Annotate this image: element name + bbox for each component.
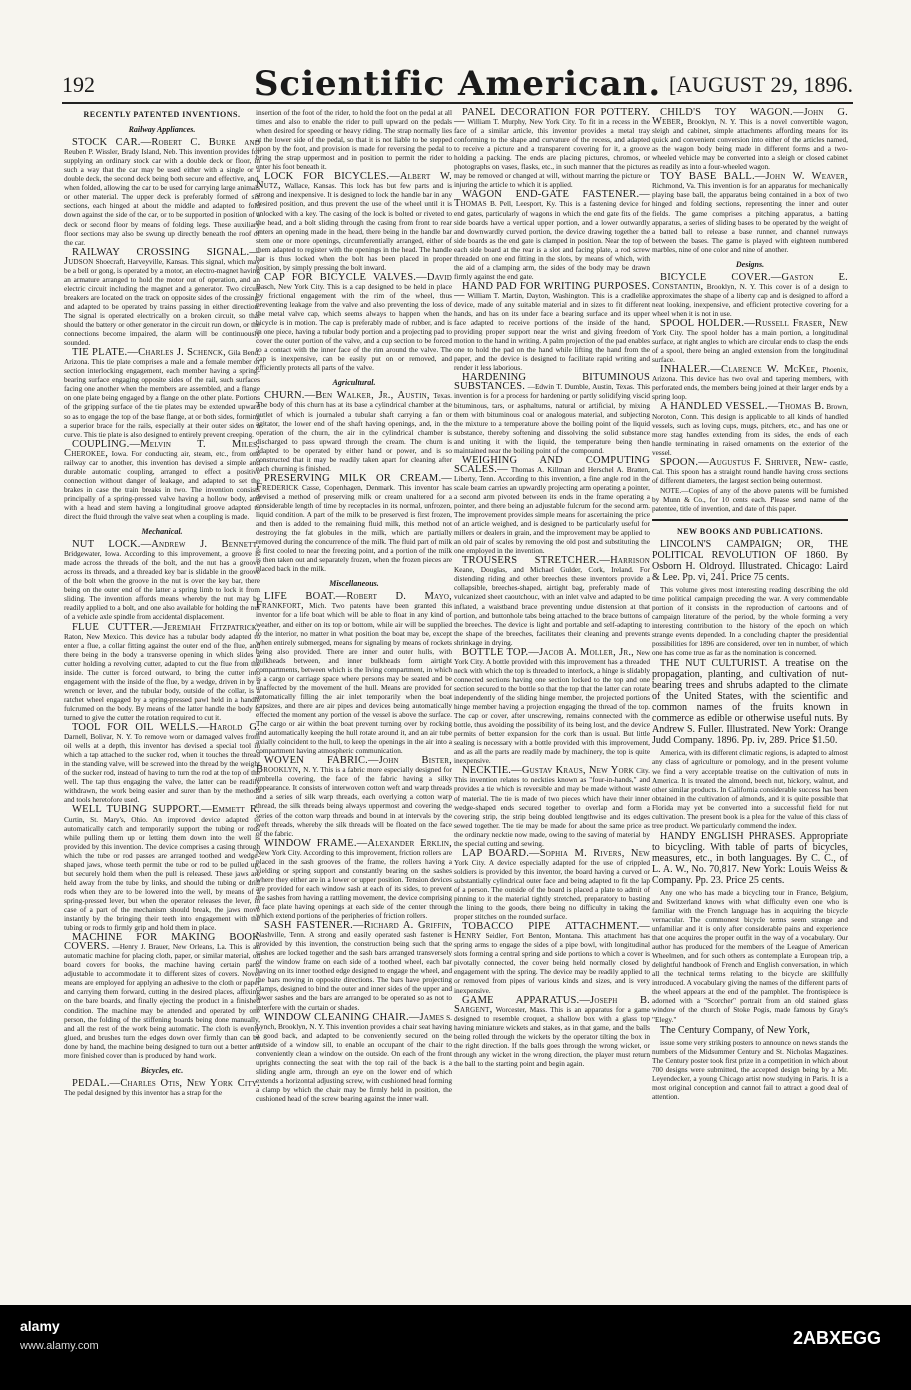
entry-coupling: COUPLING.—Melvin T. Miles, Cherokee, Iowa. For conducting air, steam, etc., from one railway car to another, this invention has devised a simple and durable automatic coupling, arranged to effect a positive connection without danger of leakage, and adapted to set the brakes in case the train breaks in two. The invention consists principally of a spring-pressed valve having a hollow body, and with a head and stem having a longitudinal groove adapted to direct the fluid through the valve seat when a coupling is made. [64,438,260,522]
entry-sash-fastener: SASH FASTENER.—Richard A. Griffin, Nashville, Tenn. A strong and easily operated sash fastener is provided by this invention, the construction being such that the sashes are locked together and the sash bars arranged transversely of the window frame on each side of a toothed wheel, each bar having on its inner toothed edge designed to engage the wheel, and the bars moving in opposite directions. The bars have projecting clamps, designed to bind the outer and inner sides of the upper and lower sashes and the bars are arranged to be operated so as not to interfere with the curtain or shades. [256,920,452,1012]
entry-pedal: PEDAL.—Charles Otis, New York City. The pedal designed by this inventor has a strap for the [64,1077,260,1097]
entry-handled-vessel: A HANDLED VESSEL.—Thomas B. Brown, Noroton, Conn. This design is applicable to all kinds of handled vessels, such as loving cups, mugs, pitchers, etc., and has one or more stag handles extending from its sides, the ends of each handle terminating in raised ornaments on the exterior of the vessel. [652,401,848,457]
entry-panel-decoration: PANEL DECORATION FOR POTTERY.— William T. Murphy, New York City. To fit in a recess in the face of a similar article, this inventor provides a metal tray conforming to the shape and curvature of the recess, and adapted to receive a picture and a transparent covering for it, a groove holding a packing. The ends are placing pictures, chromos, or photographs on vases, flasks, etc., in such manner that the pictures may be removed or changed at will, without marring the picture or injuring the article to which it is applied. [454,107,650,190]
entry-toy-wagon: CHILD'S TOY WAGON.—John G. Weber, Brooklyn, N. Y. This is a novel convertible wagon, sleigh and cabinet, simple attachments affording means for its quick and convenient conversion into either of the articles named, as the wagon body being made in different forms and a two-wheeled vehicle may be converted into a sleigh or closed cabinet as readily as into a four-wheeled wagon. [652,107,849,172]
column-1 [64,108,260,1098]
entry-cap-for-bicycle-valves: CAP FOR BICYCLE VALVES.—David Basch, New York City. This is a cap designed to be held in place by frictional engagement with the rim of the wheel, thus preventing leakage from the valve and also preventing the loss of the metal valve cap, which seems always to happen when the bicycle is in motion. The cap is preferably made of rubber, and is in one piece, having a tubular body portion and a projecting pad to cover the outer portion of the valve, and a cup section to be forced to a contact with the inner face of the rim around the valve. The cap is inexpensive, can be easily put on or removed, and efficiently protects all parts of the valve. [256,271,452,373]
entry-woven-fabric: WOVEN FABRIC.—John Bister, Brooklyn, N. Y. This is a fabric more especially designed for umbrella covering, the face of the fabric having a silky appearance. It consists of interwoven cotton weft and warp threads and a series of silk warp threads, each overlying a cotton warp thread, the silk threads being always uppermost and covering the series of the cotton warp threads and bound in at intervals by the weft threads, whereby the silk threads will be floated on the face of the fabric. [256,755,452,838]
entry-flue-cutter: FLUE CUTTER.—Jeremiah Fitzpatrick, Raton, New Mexico. This device has a tubular body adapted to enter a flue, a collar fitting against the outer end of the flue, and there being in the body a transverse opening in which slides a cutter holding a revolving cutter, adapted to cut the flue from the inside. The cutter is forced outward, to bring the cutter into engagement with the inside of the flue, by a wedge, driven in by a wrench or lever, and the tubular body, outside of the collar, is a ratchet wheel engaged by a spring-pressed pawl held in a handle fulcrumed on the body. By means of the latter handle the body is turned to give the cutter the rotation required to cut it. [64,621,260,722]
book-review-handy-english-phrases: Any one who has made a bicycling tour in France, Belgium, and Switzerland knows with what difficulty even one who is familiar with the French language has in acquiring the bicycle vernacular. The commonest bicycle terms seem strange and unfamiliar and it is only after considerable pains and experience that one acquires the proper outfit in the way of a vocabulary. Our author has produced for the members of the League of American Wheelmen, and for such others as contemplate a European trip, a delightful handbook of French and English conversation, in which all the technical terms relating to the bicycle are skillfully introduced. A vocabulary giving the names of the different parts of the wheel appears at the end of the pamphlet. The frontispiece is adorned with a "Scorcher" portrait from an old stained glass window of the church of Stoke Pogis, made famous by Gray's "Elegy." [652,887,848,1024]
entry-preserving-milk: PRESERVING MILK OR CREAM.—Frederick Casse, Copenhagen, Denmark. This inventor has devised a method of preserving milk or cream unaltered for a considerable length of time by receptacles in its normal, unfrozen, liquid condition. A part of the milk to be preserved is first frozen, and then is added to the remaining fluid milk, this method not destroying the fat globules in the milk, which are partially removed during the concurrence of the milk. The fluid part of milk is first cooled to near the freezing point, and a portion of the milk is then taken out and separately frozen, when the frozen pieces are placed back in the milk. [256,472,452,574]
entry-book-covers-machine: MACHINE FOR MAKING BOOK COVERS. —Henry J. Brauer, New Orleans, La. This is an automatic machine for placing cloth, paper, or similar material, on board covers for books, the machine having certain parts adjustable to accommodate it to different sizes of covers. Novel means are employed for applying an adhesive to the cloth or paper and carrying them forward, cutting in the desired places, affixing on the bare boards, and finally ejecting the product in a finished condition. The machine may be attended and operated by one person, the folding of the stiffening boards being done manually, and all the rest of the work being automatic. The cloth is evenly glued, and brushes turn the edges down over firmly than can be done by hand, the machine being designed to turn out a better and more finished cover than is produced by hand work. [64,932,260,1060]
book-title-nut-culturist: THE NUT CULTURIST. A treatise on the propagation, planting, and cultivation of nut-bearing trees and shrubs adapted to the climate of the United States, with the scientific and common names of the fruits known in commerce as edible or otherwise useful nuts. By Andrew S. Fuller. Illustrated. New York: Orange Judd Company. 1896. Pp. iv, 289. Price $1.50. [652,658,848,747]
entry-nut-lock: NUT LOCK.—Andrew J. Bennett, Bridgewater, Iowa. According to this improvement, a groove is made across the threads of the bolt, and the nut has a groove across its threads, and a threaded key bar is slidable in the groove of the bolt when the groove in the nut is over the key bar, there being on the outer end of the latter a spring limb to lock it from sliding. The invention affords means whereby the nut may be readily applied to a bolt, and one also available for holding the nut of a vehicle axle spindle from accidental displacement. [64,539,260,622]
subsection-designs: Designs. [735,259,765,269]
column-2 [256,108,452,1104]
entry-toy-base-ball: TOY BASE BALL.—John W. Weaver, Richmond, Va. This invention is for an apparatus for mechanically playing base ball, the apparatus being contained in a box of two hinged and folding sections, representing the inner and outer fields. The game comprises a pitching apparatus, a batting apparatus, a series of sliding bases to be operated by the weight of a batted ball to release a base runner, and channel runways between the bases. The game is played with eighteen numbered marbles, nine of one color and nine of another. [652,171,848,254]
entry-weighing-scales: WEIGHING AND COMPUTING SCALES.— Thomas A. Killman and Herschel A. Bratten, Liberty, Tenn. According to this invention, a fine angle rod in the scale beam carries an upwardly projecting arm operating a pointer, a second arm pivoted between its ends in the frame operating a pointer, and there being an adjustable fulcrum for the second arm. The improvement provides simple means for ascertaining the price of an article weighed, and is designed to be particularly useful for millers or dealers in grain, and the improvement may be applied to an old pair of scales by removing the old post and substituting the one employed in the invention. [454,454,650,556]
entry-game-apparatus: GAME APPARATUS.—Joseph B. Sargent, Worcester, Mass. This is an apparatus for a game designed to resemble croquet, a shallow box with a glass top having miniature wickets and stakes, as in that game, and the balls being rolled through the wickets by the operator tilting the box in the right direction. If the balls goes through the wrong wicket, or through any wicket in the wrong direction, the player must return the ball to the starting point and begin again. [454,994,650,1068]
image-id: 2ABXEGG [792,1328,881,1348]
entry-lock-for-bicycles: LOCK FOR BICYCLES.—Albert W. Nutz, Wallace, Kansas. This lock has but few parts and is strong and inexpensive. It is designed to lock the handle bar in any desired position, and thus prevent the use of the wheel until it is unlocked with a key. The casing of the lock is bolted or riveted to the head, and a bolt sliding through the casing from front to rear enters an opening made in the head, there being in the handle bar stem one or more openings, circumferentially arranged, either of them adapted to register with the openings in the head. The handle bar is thus locked when the bolt has been placed in proper position, by simply pressing the bolt inward. [256,171,452,272]
watermark-logo: alamy [20,1318,60,1334]
entry-window-frame: WINDOW FRAME.—Alexander Erklin, New York City. According to this improvement, friction rollers are placed in the sash grooves of the frame, the rollers having a yielding or spring support and constantly bearing on the sashes where they either are in a lower or upper position. Tension devices are provided for each window sash at each of its sides, to prevent the sashes from having a rattling movement, the device comprising a face plate having openings at each side of the center through which extend portions of the peripheries of friction rollers. [256,837,452,921]
issue-date: [AUGUST 29, 1896. [668,72,853,97]
entry-spoon: SPOON.—Augustus F. Shriver, New- castle, Cal. This spoon has a straight round handle having cross sections of different diameters, the largest section being outermost. [652,456,848,485]
page-number: 192 [62,72,95,97]
column-3 [454,108,650,1069]
entry-wagon-end-gate: WAGON END-GATE FASTENER.—Thomas B. Pell, Leesport, Ky. This is a fastening device for end gates, particularly of wagons in which the end gate fits of the side boards have a vertical upper portion, and a lower outwardly and downwardly curved portion, the device drawing together the side boards as the end gate is clamped in position. Near the top of each side board at the rear is a slot and facing plate, a rod screw threaded on one end fitting in the slots, by means of which, with the aid of a clamping arm, the sides of the body may be drawn firmly against the end gate. [454,189,650,281]
subsection-miscellaneous: Miscellaneous. [329,579,379,589]
column-4 [652,108,848,1102]
entry-pedal-continued: insertion of the foot of the rider, to hold the foot on the pedal at all times and also to enable the rider to pull upward on the pedals when desired for speeding or heavy riding. The strap normally lies at the lower side of the pedal, so that it is not liable to be stepped upon by the foot, and provision is made for reversing the pedal to bring the strap uppermost and in position to permit the rider to enter his foot beneath it. [256,108,452,172]
masthead: Scientific American. [253,64,662,104]
subsection-agricultural: Agricultural. [332,378,376,388]
entry-spool-holder: SPOOL HOLDER.—Russell Fraser, New York City. The spool holder has a main portion, a longitudinal surface, at right angles to which are circular ends to clasp the ends of a spool, there being an angled extension from the longitudinal surface. [652,318,848,365]
entry-stock-car: STOCK CAR.—Robert C. Burke and Reuben P. Wissler, Brady Island, Neb. This invention provides for supplying an ordinary stock car with a double deck or floor, in such a way that the car may be used either with a single or a double deck, the second deck being both secure and effective, and, when folded, allowing the car to be used for carrying large animals or other material. The upper deck is preferably formed of six sections, each hinged at about the middle and adapted to fold down against the side of the car, or to be supported in position of a deck or second floor by means of folding legs. These auxiliary floor sections may also be swung up directly beneath the roof of the car. [64,137,260,247]
book-title-handy-english-phrases: HANDY ENGLISH PHRASES. Appropriate to bicycling. With table of parts of bicycles, measures, etc., in both languages. By C. C., of L. A. W., No. 70,817. New York: Louis Weiss & Company. Pp. 23. Price 25 cents. [652,830,848,886]
entry-tool-for-oil-wells: TOOL FOR OIL WELLS.—Harold G. Darnell, Bolivar, N. Y. To remove worn or damaged valves from oil wells at a depth, this inventor has devised a special tool in which a tap attached to the sucker rod, when it touches the thread in the standing valve, will be screwed into the thread by the weight of the sucker rod, instead of having to turn the rod at the top of the well. The tap thus engaging the valve, the latter can be readily withdrawn, the work being easier and surer than by the methods and tools heretofore used. [64,722,260,805]
entry-lap-board: LAP BOARD.—Sophia M. Rivers, New York City. A device especially adapted for the use of crippled soldiers is provided by this inventor, the board having a curved or substantially cylindrical outer face and being adapted to fit the lap of a person. The outside of the board is placed a plate to admit of pinning to it the material tightly stretched, preparatory to basting the lining to the goods, there being no difficulty in taking the proper stitches on the rounded surface. [454,847,650,922]
century-company-text: issue some very striking posters to announce on news stands the numbers of the Midsummer Century and St. Nicholas Magazines. The Century poster took first prize in a competition in which about 700 designs were submitted, the accepted design being by a Mr. Leyendecker, a young Chicago artist now studying in Paris. It is a most original conception and cannot fail to attract a good deal of attention. [652,1037,848,1101]
section-divider [652,519,848,521]
entry-tie-plate: TIE PLATE.—Charles J. Schenck, Gila Bend, Arizona. This tie plate comprises a male and a female member or section interlocking engagement, each member having a spring-bearing surface engaging opposite sides of the rail, such surfaces facing one another when the members are assembled, and a flange on one plate being engaged by a flange on the other plate. Portions of the gripping surface of the tie plates may be extended upward so as to engage the top of the base flange, at or both sides, forming a superior brace for the rails, especially at their outer sides on a curve. This tie plate is also designed to entirely prevent creeping. [64,347,260,439]
watermark-url: www.alamy.com [20,1340,99,1352]
book-title-lincolns-campaign: LINCOLN'S CAMPAIGN; OR, THE POLITICAL REVOLUTION OF 1860. By Osborn H. Oldroyd. Illustrated. Chicago: Laird & Lee. Pp. vi, 241. Price 75 cents. [652,539,848,584]
subsection-bicycles: Bicycles, etc. [140,1065,184,1075]
entry-life-boat: LIFE BOAT.—Robert D. Mayo, Frankfort, Mich. Two patents have been granted this inventor for a life boat which will be able to float in any kind of weather, and either on its top or bottom, while air will be supplied to the interior, no matter in what position the boat may be, except when entirely submerged, means for signaling by means of rockets being also provided. There are inner and outer hulls, with bulkheads between, and inner bulkheads form airtight compartments, between which is the living compartment, in which is a cargo or carriage space where persons may be seated and be unaffected by the movement of the hull. Means are provided for automatically filling the air inlet temporarily when the boat capsizes, and there are air pipes and devices being automatically effected the moment any portion of the vessel is above the surface. The cargo or air within the boat prevent turning over by rocking and automatically keeping the hull rotate around it, and an air tube axially coincident to the hull, to keep the openings in the air into a compartment having atmospheric communication. [256,591,452,756]
entry-inhaler: INHALER.—Clarence W. McKee, Phoenix, Arizona. This device has two oval and tapering members, with perforated ends, the members being joined at their larger ends by a spring loop. [652,364,849,402]
entry-bottle-top: BOTTLE TOP.—Jacob A. Moller, Jr., New York City. A bottle provided with this improvement has a threaded neck with which the top is threaded to interlock, a hinge is slidably connected sections having one section locked to the top and one section secured to the bottle so that the top that the latter can rotate independently of the sliding hinge member, the projected portions hinge member having a projection engaging the thread of the top. The cap or cover, after unscrewing, remains connected with the bottle, thus avoiding the possibility of its being lost, and the device permits of better expansion for the cork than is usual. But little sealing is necessary with a bottle provided with this improvement, and as all the parts are readily made by machinery, the top is quite inexpensive. [454,646,650,766]
patent-copies-note: NOTE.—Copies of any of the above patents will be furnished by Munn & Co., for 10 cents each. Please send name of the patentee, title of invention, and date of this paper. [652,485,848,513]
entry-trousers-stretcher: TROUSERS STRETCHER.—Harrison Keane, Douglas, and Michael Gulder, Cork, Ireland. For distending riding and other breeches these inventors provide a collapsible, breeches-shaped, airtight bag, preferably made of vulcanized sheet caoutchouc, with an inlet valve and adapted to be inflated, a waistband brace preventing undue distension at that portion, and buttonhole tabs being attached to the brace buttons of the breeches. The device is light and portable and self-adapting to the shape of the breeches, facilitates their cleaning and prevents shrinkage in drying. [454,555,650,647]
books-section-title: NEW BOOKS AND PUBLICATIONS. [676,527,824,537]
entry-churn: CHURN.—Ben Walker, Jr., Austin, Texas. The body of this churn has at its base a cylindrical chamber at the outlet of which is journaled a tubular shaft carrying a fan or agitator, the lower end of the shaft having openings, and, in the operation of the churn, the air in the cylindrical chamber is discharged to pass upward through the cream. The churn is adapted to be operated by either hand or power, and is so constructed that it may be readily taken apart for cleaning after each churning is finished. [256,390,452,473]
century-company-heading: The Century Company, of New York, [660,1024,810,1036]
entry-necktie: NECKTIE.—Gustav Kraus, New York City. This invention relates to neckties known as "four-in-hands," and provides a tie which is reversible and may be made without waste of material. The tie is made of two pieces which have their inner wedge-shaped ends secured together to overlap and form a covering strip, the strip being doubled lengthwise and its edges sewed together. The tie may be made for about the same price as the ordinary necktie now made, owing to the saving of material by the special cutting and sewing. [454,765,650,848]
watermark-bar [0,1305,911,1390]
page-header [62,64,853,104]
entry-hardening-bituminous: HARDENING BITUMINOUS SUBSTANCES. —Edwin T. Dumble, Austin, Texas. This invention is for a process for hardening or partly solidifying viscid bituminous, tars, or asphaltums, natural or artificial, by mixing them with bituminous coal or analogous material, and subjecting the mixture to a temperature above the boiling point of the liquid substance, thereby softening and dissolving the solid substance and uniting it with the liquid, the temperature being then maintained near the boiling point of the compound. [454,372,650,455]
book-review-nut-culturist: America, with its different climatic regions, is adapted to almost any class of agriculture or pomology, and in the present volume we find a very acceptable treatise on the cultivation of nuts in America. It is treated the almond, beech nut, hickory, walnut, and other similar products. In California considerable success has been obtained in the cultivation of almonds, and it is quite possible that Florida may yet be converted into a successful field for nut cultivation. The present book is a plea for the value of this class of tree product. We particularly commend the index. [652,748,848,830]
header-rule [62,102,853,104]
entry-hand-pad: HAND PAD FOR WRITING PURPOSES.— William T. Martin, Dayton, Washington. This is a cradlelike device, made of any suitable material and in sizes to fit different hands, and has on its under face a bearing surface and its upper face adapted to receive portions of the inside of the hand, providing proper support near the wrist and giving freedom of motion to the hand in writing. A palm projection of the pad enables one to hold the pad on the hand while lifting the hand from the paper, and the device is designed to facilitate rapid writing and render it less laborious. [454,280,651,373]
subsection-railway: Railway Appliances. [128,125,196,135]
entry-bicycle-cover: BICYCLE COVER.—Gaston E. Constantin, Brooklyn, N. Y. This cover is of a design to approximates the shape of a liberty cap and is designed to afford a neat looking, inexpensive, and efficient protective covering for a wheel when it is not in use. [652,271,848,318]
entry-window-cleaning-chair: WINDOW CLEANING CHAIR.—James S. Lynch, Brooklyn, N. Y. This invention provides a chair seat having a good back, and adapted to be conveniently secured on the outside of a window sill, to enable an occupant of the chair to conveniently clean a window on the outside. On each of the front uprights connecting the seat with the top rail of the back is a sliding angle arm, through an eye on the lower end of which extends a horizontal adjusting screw, with cushioned head forming a clamp by which the chair may be firmly held in position, the cushioned head of the screw bearing against the inner wall. [256,1011,452,1103]
entry-tobacco-pipe: TOBACCO PIPE ATTACHMENT.—Henry Seidler, Fort Benton, Montana. This attachment has spring arms to engage the sides of a pipe bowl, with longitudinal slots forming a central spring and side portions to which a cover is pivotally connected, the cover being held normally closed by engagement with the spring. The device may be readily applied to or removed from pipes of various kinds and sizes, and is very inexpensive. [454,921,650,995]
entry-railway-crossing-signal: RAILWAY CROSSING SIGNAL.—Judson Shoecraft, Harveyville, Kansas. This signal, which may be a bell or gong, is operated by a motor, an electro-magnet having an armature arranged to hold the motor out of operation, and an electric circuit including the magnet and a generator. Two circuit breakers are located on the track on opposite sides of the crossing, and adapted to be operated by trains passing in either direction. The signal is operated electrically on a broken circuit, so that should the battery or other generator in the circuit run down, or the connections become impaired, the alarm will be continuously sounded. [64,246,260,348]
subsection-mechanical: Mechanical. [141,527,183,537]
book-review-lincolns-campaign: This volume gives most interesting reading describing the old time political campaign preceding the war. A very commendable portion of it consists in the reproduction of cartoons and of campaign literature of the period, by the whole forming a very interesting contribution to the history of the epoch on which strange events depended. In a concluding chapter the presidential possibilities for 1896 are considered, over ten in number, of which one has come true as far as the nomination is concerned. [652,585,848,658]
entry-well-tubing-support: WELL TUBING SUPPORT.—Emmett R. Curtin, St. Mary's, Ohio. An improved device adapted to automatically catch and temporarily support the tubing or rods while pulling them up or letting them down into the well is provided by this invention. The device comprises a casing through which the tube or rod passes are arranged toothed and wedge-shaped jaws, whose teeth permit the tube or rod to be pulled up, but securely hold them when the pull is released. These jaws are held away from the tube by links, and should the tubing or drill rods when they are to be lowered into the well, by means of a spring-pressed lever, but when the operator releases the lever, in case of a part of the mechanism should break, the jaws move instantly by the bringing their teeth into engagement with the tubing or rods to firmly grip and hold them in place. [64,804,260,933]
section-title: RECENTLY PATENTED INVENTIONS. [83,110,241,119]
